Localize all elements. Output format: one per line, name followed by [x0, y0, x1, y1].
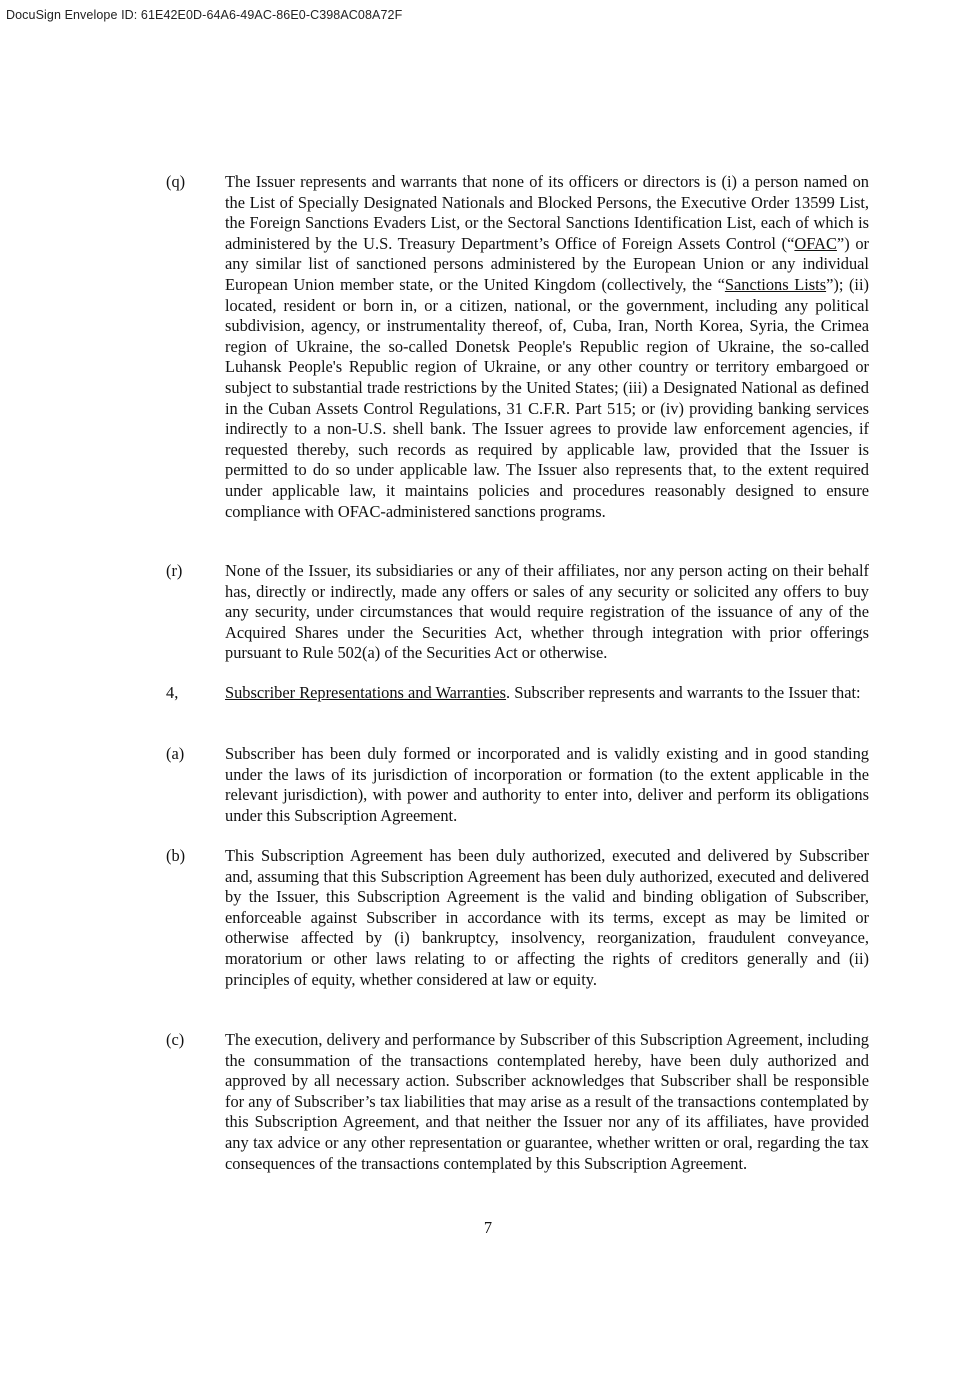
defined-term-sanctions-lists: Sanctions Lists: [724, 274, 827, 294]
clause-text: None of the Issuer, its subsidiaries or any of their affiliates, nor any person acting on their behalf has, directly or indirectly, made any offers or sales of any security or solicited any offers to buy any security, under circumstances that would require registration of the issuance of any of the Acquired Shares under the Securities Act, whether through integration with prior offerings pursuant to Rule 502(a) of the Securities Act or otherwise.: [225, 561, 869, 663]
clause-label: (q): [166, 172, 186, 191]
page-number: 7: [483, 1218, 493, 1237]
clause-text: Subscriber has been duly formed or incorporated and is validly existing and in good standing under the laws of its jurisdiction of incorporation or formation (to the extent applicable in the relevant jurisdiction), with power and authority to enter into, deliver and perform its obligations under this Subscription Agreement.: [225, 744, 869, 825]
clause-label: (c): [166, 1030, 185, 1049]
clause-label: (a): [166, 744, 185, 763]
clause-label: (b): [166, 846, 186, 865]
envelope-id-header: DocuSign Envelope ID: 61E42E0D-64A6-49AC-86E0-C398AC08A72F: [6, 8, 403, 22]
section-text: Subscriber Representations and Warranties. Subscriber represents and warrants to the Issuer that:: [225, 683, 861, 702]
clause-text: The Issuer represents and warrants that none of its officers or directors is (i) a person named on the List of Specially Designated Nationals and Blocked Persons, the Executive Order 13599 List, the Foreign Sanctions Evaders List, or the Sectoral Sanctions Identification List, each of which is administered by the U.S. Treasury Department’s Office of Foreign Assets Control (“OFAC”) or any similar list of sanctioned persons administered by the European Union or any individual European Union member state, or the United Kingdom (collectively, the “Sanctions Lists”); (ii) located, resident or born in, or a citizen, national, or the government, including any political subdivision, agency, or instrumentality thereof, of, Cuba, Iran, North Korea, Syria, the Crimea region of Ukraine, the so-called Donetsk People's Republic region of Ukraine, the so-called Luhansk People's Republic region of Ukraine, or any other country or territory embargoed or subject to substantial trade restrictions by the United States; (iii) a Designated National as defined in the Cuban Assets Control Regulations, 31 C.F.R. Part 515; or (iv) providing banking services indirectly to a non-U.S. shell bank. The Issuer agrees to provide law enforcement agencies, if requested thereby, such records as required by applicable law, provided that the Issuer is permitted to do so under applicable law. The Issuer also represents that, to the extent required under applicable law, it maintains policies and procedures reasonably designed to ensure compliance with OFAC-administered sanctions programs.: [225, 172, 869, 521]
clause-label: (r): [166, 561, 183, 580]
defined-term-ofac: OFAC: [794, 233, 837, 253]
section-heading: Subscriber Representations and Warranties: [225, 683, 507, 702]
section-number: 4,: [166, 683, 179, 702]
clause-text: This Subscription Agreement has been duly authorized, executed and delivered by Subscriber and, assuming that this Subscription Agreement has been duly authorized, executed and delivered by the Issuer, this Subscription Agreement is the valid and binding obligation of Subscriber, enforceable against Subscriber in accordance with its terms, except as may be limited or otherwise affected by (i) bankruptcy, insolvency, reorganization, fraudulent conveyance, moratorium or other laws relating to or affecting the rights of creditors generally and (ii) principles of equity, whether considered at law or equity.: [225, 846, 869, 989]
clause-text: The execution, delivery and performance by Subscriber of this Subscription Agreement, including the consummation of the transactions contemplated hereby, have been duly authorized and approved by all necessary action. Subscriber acknowledges that Subscriber shall be responsible for any of Subscriber’s tax liabilities that may arise as a result of the transactions contemplated by this Subscription Agreement, and that neither the Issuer nor any of its affiliates, have provided any tax advice or any other representation or guarantee, whether written or oral, regarding the tax consequences of the transactions contemplated by this Subscription Agreement.: [225, 1030, 869, 1173]
